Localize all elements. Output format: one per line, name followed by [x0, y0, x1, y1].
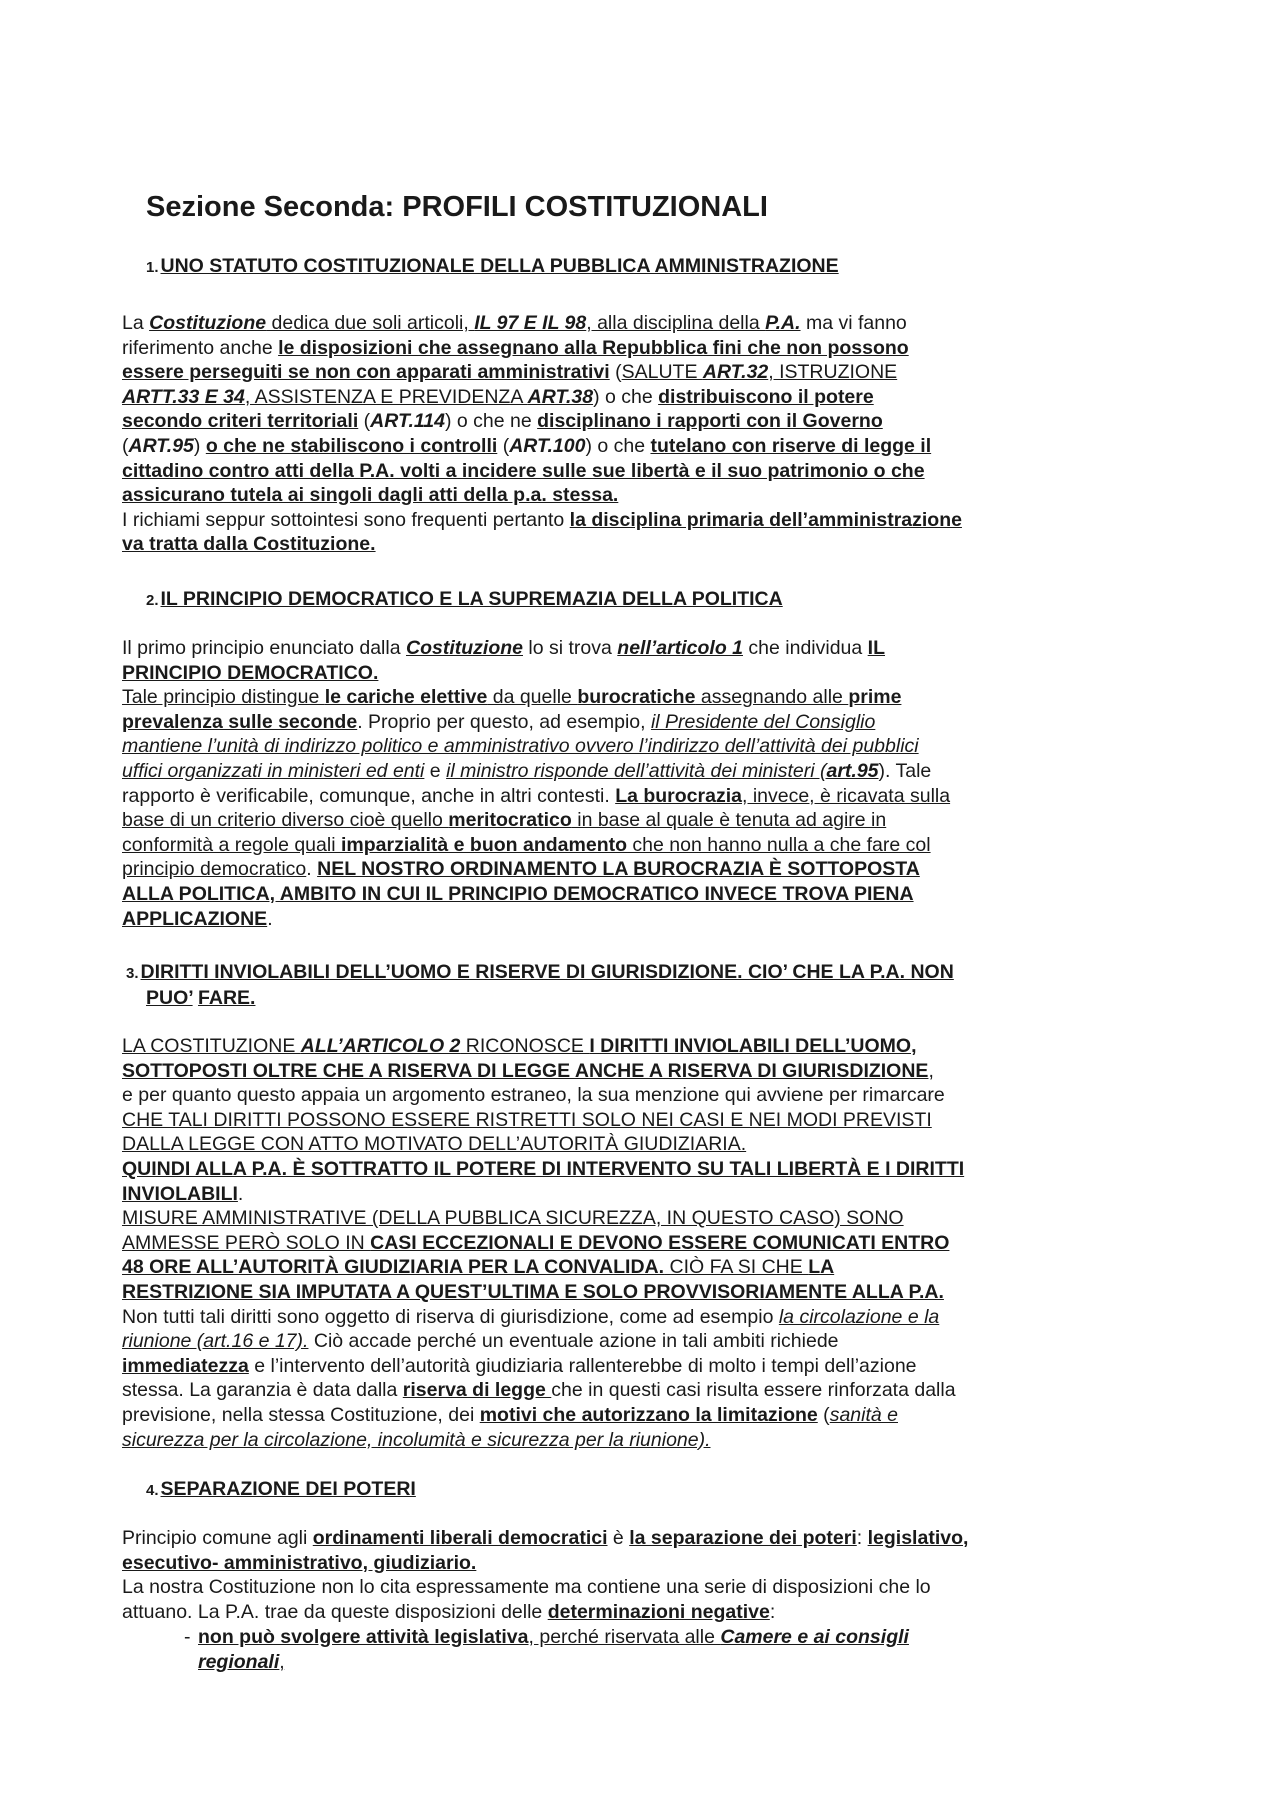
section-title: UNO STATUTO COSTITUZIONALE DELLA PUBBLICA AMMINISTRAZIONE	[160, 255, 839, 277]
section-4-paragraph: Principio comune agli ordinamenti liberali democratici è la separazione dei poteri: legislativo, esecutivo- amministrativo, giudiziario. La nostra Costituzione non lo cita espressamente ma contiene una serie di disposizioni che lo attuano. La P.A. trae da queste disposizioni delle determinazioni negative:	[122, 1527, 969, 1623]
section-4-heading	[146, 1477, 416, 1503]
page-title: Sezione Seconda: PROFILI COSTITUZIONALI	[146, 191, 768, 223]
section-1-heading	[146, 254, 839, 280]
section-2-paragraph: Il primo principio enunciato dalla Costituzione lo si trova nell’articolo 1 che individua IL PRINCIPIO DEMOCRATICO. Tale principio distingue le cariche elettive da quelle burocratiche assegnando alle prime prevalenza sulle seconde. Proprio per questo, ad esempio, il Presidente del Consiglio mantiene l’unità di indirizzo politico e amministrativo ovvero l’indirizzo dell’attività dei pubblici uffici organizzati in ministeri ed enti e il ministro risponde dell’attività dei ministeri (art.95). Tale rapporto è verificabile, comunque, anche in altri contesti. La burocrazia, invece, è ricavata sulla base di un criterio diverso cioè quello meritocratico in base al quale è tenuta ad agire in conformità a regole quali imparzialità e buon andamento che non hanno nulla a che fare col principio democratico. NEL NOSTRO ORDINAMENTO LA BUROCRAZIA È SOTTOPOSTA ALLA POLITICA, AMBITO IN CUI IL PRINCIPIO DEMOCRATICO INVECE TROVA PIENA APPLICAZIONE.	[122, 637, 951, 930]
section-3-heading: 3. DIRITTI INVIOLABILI DELL’UOMO E RISERVE DI GIURISDIZIONE. CIO’ CHE LA P.A. NON PUO’ FARE.	[126, 961, 954, 1009]
section-title: DIRITTI INVIOLABILI DELL’UOMO E RISERVE DI GIURISDIZIONE. CIO’ CHE LA P.A. NON	[140, 961, 954, 983]
section-title: IL PRINCIPIO DEMOCRATICO E LA SUPREMAZIA DELLA POLITICA	[160, 588, 783, 610]
section-title: SEPARAZIONE DEI POTERI	[160, 1478, 416, 1500]
section-number: 3.	[126, 965, 139, 982]
section-number: 1.	[146, 259, 159, 276]
section-number: 4.	[146, 1482, 159, 1499]
section-1-paragraph: La Costituzione dedica due soli articoli, IL 97 E IL 98, alla disciplina della P.A. ma vi fanno riferimento anche le disposizioni che assegnano alla Repubblica fini che non possono essere perseguiti se non con apparati amministrativi (SALUTE ART.32, ISTRUZIONE ARTT.33 E 34, ASSISTENZA E PREVIDENZA ART.38) o che distribuiscono il potere secondo criteri territoriali (ART.114) o che ne disciplinano i rapporti con il Governo (ART.95) o che ne stabiliscono i controlli (ART.100) o che tutelano con riserve di legge il cittadino contro atti della P.A. volti a incidere sulle sue libertà e il suo patrimonio o che assicurano tutela ai singoli dagli atti della p.a. stessa. I richiami seppur sottointesi sono frequenti pertanto la disciplina primaria dell’amministrazione va tratta dalla Costituzione.	[122, 312, 962, 556]
bullet-dash: -	[184, 1626, 191, 1648]
section-number: 2.	[146, 592, 159, 609]
list-item: - non può svolgere attività legislativa, perché riservata alle Camere e ai consigli regionali,	[184, 1626, 909, 1673]
section-3-paragraph: LA COSTITUZIONE ALL’ARTICOLO 2 RICONOSCE I DIRITTI INVIOLABILI DELL’UOMO, SOTTOPOSTI OLTRE CHE A RISERVA DI LEGGE ANCHE A RISERVA DI GIURISDIZIONE, e per quanto questo appaia un argomento estraneo, la sua menzione qui avviene per rimarcare CHE TALI DIRITTI POSSONO ESSERE RISTRETTI SOLO NEI CASI E NEI MODI PREVISTI DALLA LEGGE CON ATTO MOTIVATO DELL’AUTORITÀ GIUDIZIARIA. QUINDI ALLA P.A. È SOTTRATTO IL POTERE DI INTERVENTO SU TALI LIBERTÀ E I DIRITTI INVIOLABILI. MISURE AMMINISTRATIVE (DELLA PUBBLICA SICUREZZA, IN QUESTO CASO) SONO AMMESSE PERÒ SOLO IN CASI ECCEZIONALI E DEVONO ESSERE COMUNICATI ENTRO 48 ORE ALL’AUTORITÀ GIUDIZIARIA PER LA CONVALIDA. CIÒ FA SI CHE LA RESTRIZIONE SIA IMPUTATA A QUEST’ULTIMA E SOLO PROVVISORIAMENTE ALLA P.A. Non tutti tali diritti sono oggetto di riserva di giurisdizione, come ad esempio la circolazione e la riunione (art.16 e 17). Ciò accade perché un eventuale azione in tali ambiti richiede immediatezza e l’intervento dell’autorità giudiziaria rallenterebbe di molto i tempi dell’azione stessa. La garanzia è data dalla riserva di legge che in questi casi risulta essere rinforzata dalla previsione, nella stessa Costituzione, dei motivi che autorizzano la limitazione (sanità e sicurezza per la circolazione, incolumità e sicurezza per la riunione).	[122, 1035, 965, 1451]
section-2-heading	[146, 587, 783, 613]
